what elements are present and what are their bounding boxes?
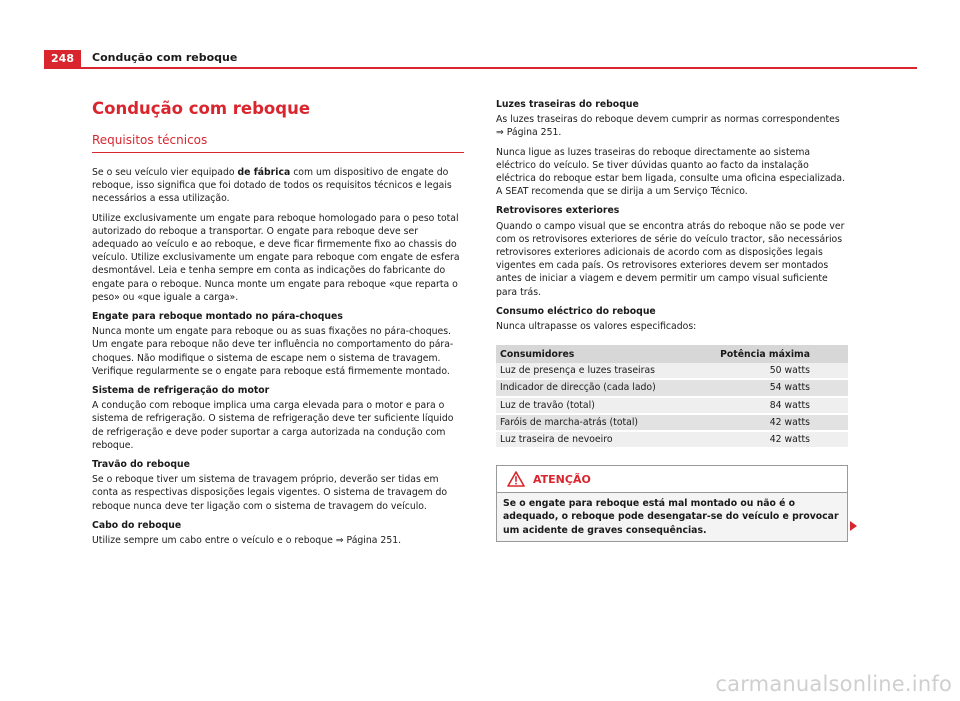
header-rule bbox=[44, 67, 917, 69]
table-header-power: Potência máxima bbox=[691, 345, 848, 363]
intro-paragraph bbox=[92, 166, 464, 206]
table-cell-power: 42 watts bbox=[691, 431, 848, 448]
power-paragraph: Nunca ultrapasse os valores especificados: bbox=[496, 321, 697, 333]
continue-arrow-icon bbox=[850, 521, 857, 531]
intro-post: com um dispositivo de engate do reboque, isso significa que foi dotado de todos os requisitos técnicos e legais necessários a essa utilização. bbox=[92, 167, 452, 205]
left-column bbox=[92, 98, 464, 553]
bumper-heading: Engate para reboque montado no pára-choques bbox=[92, 311, 343, 323]
table-cell-consumer: Luz traseira de nevoeiro bbox=[496, 431, 691, 448]
bumper-paragraph: Nunca monte um engate para reboque ou as suas fixações no pára-choques. Um engate para reboque não deve ter influência no comportamento do pára-choques. Não modifique o sistema de escape nem o sistema de travagem. Verifique regularmente se o engate para reboque está firmemente montado. bbox=[92, 326, 454, 377]
brake-paragraph: Se o reboque tiver um sistema de travagem próprio, deverão ser tidas em conta as respectivas disposições legais vigentes. O sistema de travagem do reboque nunca deve ter ligação com o sistema de travagem do veículo. bbox=[92, 474, 448, 512]
table-header-row bbox=[496, 345, 848, 363]
table-cell-consumer: Luz de travão (total) bbox=[496, 397, 691, 414]
table-row bbox=[496, 431, 848, 448]
brake-heading: Travão do reboque bbox=[92, 459, 190, 471]
hitch-paragraph: Utilize exclusivamente um engate para reboque homologado para o peso total autorizado do reboque a transportar. O engate para reboque deve ser adequado ao veículo e ao reboque, e deve ficar firmemente fixo ao chassis do veículo. Utilize exclusivamente um engate para reboque com engate de esfera desmontável. Leia e tenha sempre em conta as indicações do fabricante do engate para o reboque. Nunca monte um engate para reboque «que reparta o peso» ou «que iguale a carga». bbox=[92, 212, 460, 303]
watermark: carmanualsonline.info bbox=[715, 672, 952, 696]
table-row bbox=[496, 397, 848, 414]
power-heading: Consumo eléctrico do reboque bbox=[496, 305, 656, 317]
table-cell-consumer: Indicador de direcção (cada lado) bbox=[496, 379, 691, 396]
table-cell-power: 42 watts bbox=[691, 414, 848, 431]
power-table bbox=[496, 345, 848, 449]
table-cell-consumer: Luz de presença e luzes traseiras bbox=[496, 363, 691, 379]
cooling-paragraph: A condução com reboque implica uma carga elevada para o motor e para o sistema de refrigeração. O sistema de refrigeração deve ter suficiente líquido de refrigeração e deve poder suportar a carga autorizada na condução com reboque. bbox=[92, 400, 454, 451]
warning-title: ATENÇÃO bbox=[533, 472, 591, 486]
right-column bbox=[496, 98, 848, 542]
warning-box bbox=[496, 465, 848, 542]
warning-text: Se o engate para reboque está mal montado ou não é o adequado, o reboque pode desengatar-se do veículo e provocar um acidente de graves consequências. bbox=[503, 498, 839, 536]
section-title: Requisitos técnicos bbox=[92, 132, 464, 153]
warning-triangle-icon bbox=[507, 471, 525, 487]
table-header-consumers: Consumidores bbox=[496, 345, 691, 363]
lights-heading: Luzes traseiras do reboque bbox=[496, 99, 639, 110]
lights-paragraph-2: Nunca ligue as luzes traseiras do reboque directamente ao sistema eléctrico do veículo. Se tiver dúvidas quanto ao facto da instalação eléctrica do reboque estar bem ligada, consulte uma oficina especializada. A SEAT recomenda que se dirija a um Serviço Técnico. bbox=[496, 146, 846, 198]
table-row bbox=[496, 414, 848, 431]
running-title: Condução com reboque bbox=[92, 51, 238, 64]
cable-heading: Cabo do reboque bbox=[92, 519, 182, 531]
cooling-heading: Sistema de refrigeração do motor bbox=[92, 385, 270, 397]
table-cell-power: 50 watts bbox=[691, 363, 848, 379]
warning-header bbox=[497, 466, 847, 493]
mirrors-paragraph: Quando o campo visual que se encontra atrás do reboque não se pode ver com os retrovisores exteriores de série do veículo tractor, são necessários retrovisores exteriores adicionais de acordo com as disposições legais vigentes em cada país. Os retrovisores exteriores devem ser montados antes de iniciar a viagem e devem permitir um campo visual suficiente para trás. bbox=[496, 220, 845, 298]
page-title: Condução com reboque bbox=[92, 99, 311, 118]
table-row bbox=[496, 379, 848, 396]
intro-bold: de fábrica bbox=[237, 167, 291, 178]
mirrors-heading: Retrovisores exteriores bbox=[496, 205, 620, 217]
table-row bbox=[496, 363, 848, 379]
lights-paragraph-1: As luzes traseiras do reboque devem cumprir as normas correspondentes ⇒ Página 251. bbox=[496, 114, 840, 139]
page-number: 248 bbox=[44, 50, 81, 67]
table-cell-power: 84 watts bbox=[691, 397, 848, 414]
table-cell-power: 54 watts bbox=[691, 379, 848, 396]
cable-paragraph: Utilize sempre um cabo entre o veículo e o reboque ⇒ Página 251. bbox=[92, 535, 402, 547]
table-cell-consumer: Faróis de marcha-atrás (total) bbox=[496, 414, 691, 431]
intro-pre: Se o seu veículo vier equipado bbox=[92, 167, 238, 178]
